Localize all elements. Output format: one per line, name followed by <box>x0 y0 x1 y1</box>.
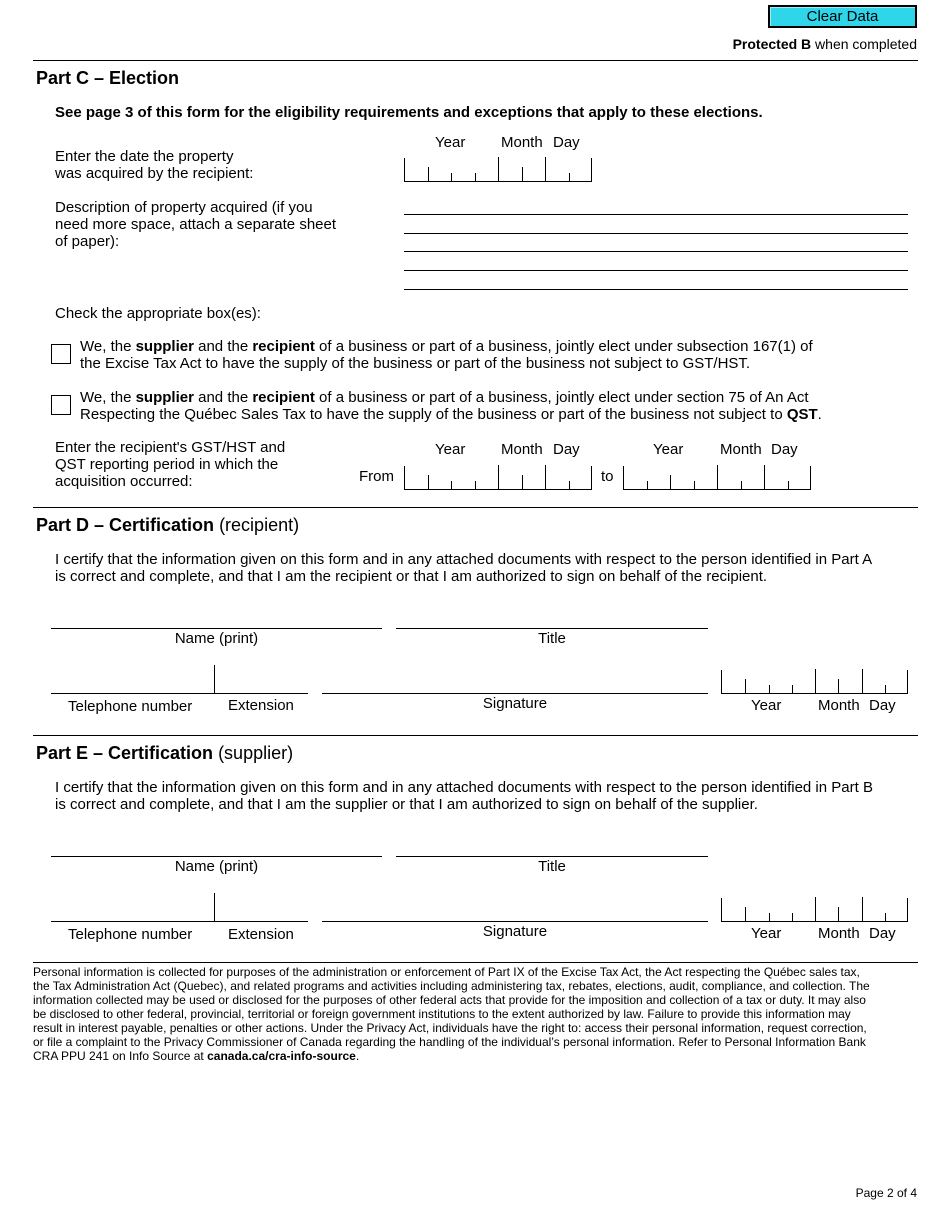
recipient-date-input[interactable] <box>721 670 908 694</box>
supplier-title-label: Title <box>538 858 566 875</box>
supplier-month-label: Month <box>818 925 860 942</box>
part-d-title: Part D – Certification (recipient) <box>36 515 300 535</box>
recipient-month-label: Month <box>818 697 860 714</box>
protected-b-bold: Protected B <box>732 36 812 52</box>
recipient-title-field[interactable] <box>396 628 708 629</box>
from-day-header: Day <box>553 441 580 458</box>
supplier-date-input[interactable] <box>721 898 908 922</box>
acq-month-header: Month <box>501 134 543 151</box>
period-from-date-input[interactable] <box>404 466 592 490</box>
election-75-text: We, the supplier and the recipient of a business or part of a business, jointly elect under section 75 of An Act Respecting the Québec Sales Tax to have the supply of the business or part of the business not subject to QST. <box>80 389 822 423</box>
supplier-name-label: Name (print) <box>174 858 259 875</box>
supplier-signature-field[interactable] <box>322 921 708 922</box>
recipient-extension-field[interactable] <box>215 693 308 694</box>
divider-privacy <box>33 962 918 963</box>
part-c-intro: See page 3 of this form for the eligibility requirements and exceptions that apply to these elections. <box>55 104 763 121</box>
part-c-title: Part C – Election <box>36 68 180 88</box>
recipient-signature-label: Signature <box>482 695 548 712</box>
description-line-4[interactable] <box>404 270 908 271</box>
supplier-extension-field[interactable] <box>215 921 308 922</box>
supplier-name-field[interactable] <box>51 856 382 857</box>
supplier-telephone-field[interactable] <box>51 921 215 922</box>
recipient-extension-label: Extension <box>228 697 294 714</box>
info-source-link[interactable]: canada.ca/cra-info-source <box>207 1049 356 1063</box>
description-line-2[interactable] <box>404 233 908 234</box>
protected-b-rest: when completed <box>815 36 917 52</box>
part-e-certification-text: I certify that the information given on this form and in any attached documents with respect to the person identified in Part B is correct and complete, and that I am the supplier or that I am authorized to sign on behalf of the supplier. <box>55 779 873 813</box>
description-line-3[interactable] <box>404 251 908 252</box>
recipient-telephone-field[interactable] <box>51 693 215 694</box>
acq-day-header: Day <box>553 134 580 151</box>
recipient-year-label: Year <box>751 697 782 714</box>
to-label: to <box>601 468 614 485</box>
acquired-date-input[interactable] <box>404 158 592 182</box>
recipient-phone-separator <box>214 665 215 694</box>
protected-b-label <box>733 36 917 52</box>
period-to-date-input[interactable] <box>623 466 811 490</box>
recipient-signature-field[interactable] <box>322 693 708 694</box>
description-label <box>55 199 336 250</box>
from-label: From <box>359 468 394 485</box>
description-label-line2: need more space, attach a separate sheet <box>55 216 337 233</box>
supplier-title-field[interactable] <box>396 856 708 857</box>
clear-data-button[interactable]: Clear Data <box>768 5 917 28</box>
description-label-line3: of paper): <box>55 233 120 250</box>
divider-top <box>33 60 918 61</box>
to-year-header: Year <box>653 441 684 458</box>
recipient-name-label: Name (print) <box>174 630 259 647</box>
election-167-text: We, the supplier and the recipient of a business or part of a business, jointly elect under subsection 167(1) of the Excise Tax Act to have the supply of the business or part of the business not subject to GST/HST. <box>80 338 813 372</box>
recipient-title-label: Title <box>538 630 566 647</box>
description-label-line1: Description of property acquired (if you <box>55 199 313 216</box>
supplier-year-label: Year <box>751 925 782 942</box>
acq-year-header: Year <box>435 134 466 151</box>
recipient-name-field[interactable] <box>51 628 382 629</box>
privacy-notice: Personal information is collected for purposes of the administration or enforcement of Part IX of the Excise Tax Act, the Act respecting the Québec sales tax, the Tax Administration Act (Quebec), and related programs and activities including administering tax, rebates, elections, audit, compliance, and collection. The information collected may be used or disclosed for the purposes of other federal acts that provide for the imposition and collection of a tax or duty. It may also be disclosed to other federal, provincial, territorial or foreign government institutions to the extent authorized by law. Failure to provide this information may result in interest payable, penalties or other actions. Under the Privacy Act, individuals have the right to: access their personal information, request correction, or file a complaint to the Privacy Commissioner of Canada regarding the handling of the individual’s personal information. Refer to Personal Information Bank CRA PPU 241 on Info Source at canada.ca/cra-info-source. <box>33 965 870 1063</box>
supplier-signature-label: Signature <box>482 923 548 940</box>
acquired-date-label <box>55 148 253 182</box>
part-e-title: Part E – Certification (supplier) <box>36 743 294 763</box>
from-month-header: Month <box>501 441 543 458</box>
divider-part-e <box>33 735 918 736</box>
election-167-checkbox[interactable] <box>51 344 71 364</box>
divider-part-d <box>33 507 918 508</box>
supplier-telephone-label: Telephone number <box>68 926 193 943</box>
page-number: Page 2 of 4 <box>855 1186 917 1200</box>
check-boxes-label: Check the appropriate box(es): <box>55 305 261 322</box>
reporting-period-label: Enter the recipient's GST/HST and QST reporting period in which the acquisition occurred: <box>55 439 286 490</box>
to-day-header: Day <box>771 441 798 458</box>
part-d-certification-text: I certify that the information given on this form and in any attached documents with respect to the person identified in Part A is correct and complete, and that I am the recipient or that I am authorized to sign on behalf of the recipient. <box>55 551 873 585</box>
supplier-phone-separator <box>214 893 215 922</box>
supplier-extension-label: Extension <box>228 926 294 943</box>
recipient-telephone-label: Telephone number <box>68 698 193 715</box>
acquired-date-label-line2: was acquired by the recipient: <box>55 165 254 182</box>
from-year-header: Year <box>435 441 466 458</box>
recipient-day-label: Day <box>869 697 896 714</box>
to-month-header: Month <box>720 441 762 458</box>
election-75-checkbox[interactable] <box>51 395 71 415</box>
supplier-day-label: Day <box>869 925 896 942</box>
description-line-5[interactable] <box>404 289 908 290</box>
acquired-date-label-line1: Enter the date the property <box>55 148 234 165</box>
description-line-1[interactable] <box>404 214 908 215</box>
